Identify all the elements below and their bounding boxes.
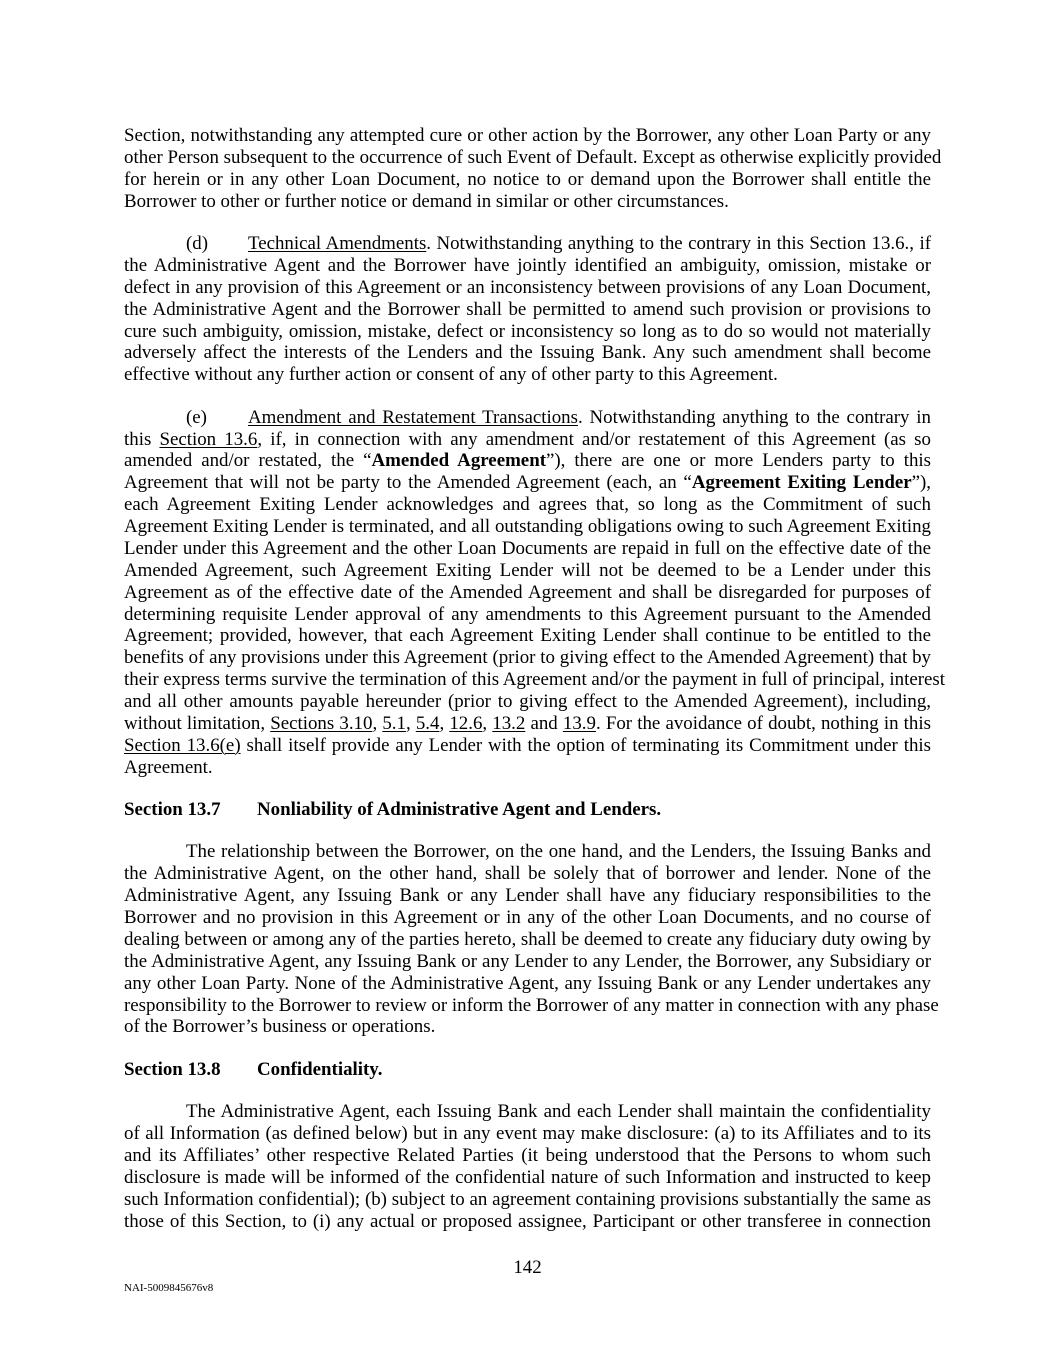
text-run: , if, in connection with any amendment and/or restatement of this Agreement (as so	[257, 428, 931, 450]
text-run: . For the avoidance of doubt, nothing in this	[595, 712, 931, 734]
text-run: Section, notwithstanding any attempted cure or other action by the Borrower, any other Loan Party or any	[124, 125, 931, 146]
text-line	[124, 951, 931, 973]
text-line	[124, 299, 931, 321]
text-run: amended and/or restated, the “	[124, 450, 372, 472]
text-line	[124, 973, 931, 995]
text-run: for herein or in any other Loan Document, no notice to or demand upon the Borrower shall entitle the	[124, 168, 931, 190]
text-run: Lender under this Agreement and the other Loan Documents are repaid in full on the effective date of the	[124, 537, 931, 559]
text-line	[124, 1123, 931, 1145]
text-run: without limitation,	[124, 712, 271, 734]
text-run: any other Loan Party. None of the Administrative Agent, any Issuing Bank or any Lender undertakes any	[124, 972, 931, 994]
text-line	[124, 929, 931, 951]
text-line	[124, 255, 931, 277]
section-13-7-heading	[124, 799, 931, 821]
subsection-e-amendment-and-restatement	[124, 406, 945, 779]
text-run: Administrative Agent, any Issuing Bank or any Lender shall have any fiduciary responsibilities to the	[124, 885, 931, 907]
text-run: ”),	[911, 472, 932, 494]
text-line	[124, 472, 931, 494]
text-run: the Administrative Agent and the Borrower have jointly identified an ambiguity, omission, mistake or	[124, 254, 931, 276]
defined-term: Agreement Exiting Lender	[691, 472, 912, 494]
text-line	[124, 364, 931, 386]
text-line	[124, 1211, 931, 1233]
text-run: determining requisite Lender approval of any amendments to this Agreement pursuant to the Amended	[124, 603, 931, 625]
text-line	[124, 538, 931, 560]
text-run: ,	[405, 712, 416, 734]
text-run: each Agreement Exiting Lender acknowledges and agrees that, so long as the Commitment of such	[124, 494, 931, 516]
text-run: this	[124, 428, 160, 450]
text-run: The Administrative Agent, each Issuing Bank and each Lender shall maintain the confidentiality	[186, 1101, 931, 1123]
text-run: responsibility to the Borrower to review or inform the Borrower of any matter in connection with any phase	[124, 994, 939, 1016]
text-line	[124, 994, 939, 1017]
section-title: Nonliability of Administrative Agent and Lenders.	[257, 799, 662, 820]
section-number: Section 13.7	[124, 799, 221, 820]
defined-term: Amended Agreement	[371, 450, 546, 472]
text-line	[124, 691, 931, 713]
text-run: Agreement; provided, however, that each Agreement Exiting Lender shall continue to be entitled to the	[124, 625, 931, 647]
text-run: shall itself provide any Lender with the option of terminating its Commitment under this	[240, 734, 931, 756]
cross-reference: 5.4	[415, 712, 440, 734]
subsection-label: (e)	[186, 406, 207, 428]
text-run: and	[525, 712, 563, 734]
cross-reference: 13.9	[562, 712, 596, 734]
text-run: Agreement as of the effective date of the Amended Agreement and shall be disregarded for purposes of	[124, 581, 931, 603]
subsection-label: (d)	[186, 233, 209, 254]
text-line	[124, 1167, 931, 1189]
cross-reference: Section 13.6	[159, 428, 258, 450]
document-id: NAI-5009845676v8	[124, 1282, 214, 1294]
text-run: Borrower to other or further notice or demand in similar or other circumstances.	[124, 190, 729, 212]
cross-reference: Section 13.6(e)	[124, 734, 241, 756]
text-line	[124, 669, 945, 691]
text-line	[124, 885, 931, 907]
text-run: ”), there are one or more Lenders party to this	[546, 450, 931, 472]
text-run: and all other amounts payable hereunder (prior to giving effect to the Amended Agreement), including,	[124, 691, 931, 712]
text-run: effective without any further action or consent of any of other party to this Agreement.	[124, 364, 778, 386]
text-line	[124, 1189, 931, 1211]
section-13-8-heading	[124, 1059, 931, 1081]
text-run: defect in any provision of this Agreement or an inconsistency between provisions of any Loan Document,	[124, 276, 931, 298]
text-run: those of this Section, to (i) any actual or proposed assignee, Participant or other transferee in connection	[124, 1210, 931, 1232]
text-run: ,	[482, 712, 493, 734]
text-run: the Administrative Agent, any Issuing Bank or any Lender to any Lender, the Borrower, any Subsidiary or	[124, 950, 931, 972]
text-line	[124, 191, 931, 213]
text-line	[124, 647, 931, 669]
text-line	[124, 429, 931, 451]
section-title: Confidentiality.	[257, 1058, 383, 1080]
text-line	[124, 1101, 931, 1123]
text-run: ,	[372, 712, 383, 734]
section-13-7-body	[124, 841, 939, 1038]
text-line	[124, 604, 931, 626]
text-run: benefits of any provisions under this Agreement (prior to giving effect to the Amended Agreement) that by	[124, 647, 931, 669]
text-line	[124, 1145, 931, 1167]
text-run: Borrower and no provision in this Agreement or in any of the other Loan Documents, and no course of	[124, 907, 931, 928]
text-line	[124, 169, 931, 191]
text-line	[124, 146, 942, 169]
text-line	[124, 907, 931, 929]
text-line	[124, 494, 931, 516]
text-run: the Administrative Agent and the Borrower shall be permitted to amend such provision or provisions to	[124, 298, 931, 320]
text-line	[124, 516, 931, 538]
text-run: dealing between or among any of the parties hereto, shall be deemed to create any fiduciary duty owing by	[124, 928, 931, 950]
cross-reference: Amendment and Restatement Transactions	[248, 406, 578, 428]
text-line	[124, 560, 931, 582]
text-run: Agreement that will not be party to the Amended Agreement (each, an “	[124, 472, 692, 494]
text-run: adversely affect the interests of the Lenders and the Issuing Bank. Any such amendment shall become	[124, 342, 931, 364]
text-run: Agreement.	[124, 756, 213, 778]
text-run: ,	[439, 712, 450, 734]
text-run: cure such ambiguity, omission, mistake, defect or inconsistency so long as to do so would not materially	[124, 320, 931, 342]
text-line	[124, 450, 931, 472]
cross-reference: 13.2	[492, 712, 526, 734]
text-run: the Administrative Agent, on the other hand, shall be solely that of borrower and lender. None of the	[124, 863, 931, 885]
text-run: Agreement Exiting Lender is terminated, and all outstanding obligations owing to such Agreement Exiting	[124, 516, 931, 537]
text-line	[124, 841, 931, 863]
subsection-d-technical-amendments	[124, 233, 931, 386]
document-body	[124, 125, 945, 1253]
text-line	[124, 582, 931, 604]
text-line	[124, 321, 931, 343]
text-run: such Information confidential); (b) subject to an agreement containing provisions substantially the same as	[124, 1188, 931, 1210]
section-number: Section 13.8	[124, 1058, 221, 1080]
text-line	[124, 277, 931, 299]
paragraph-continuation	[124, 125, 942, 213]
cross-reference: Technical Amendments	[248, 233, 427, 254]
text-line	[124, 233, 931, 255]
page-number: 142	[513, 1257, 542, 1278]
text-line	[124, 125, 931, 147]
text-run: of all Information (as defined below) but in any event may make disclosure: (a) to its Affiliates and to its	[124, 1123, 931, 1144]
text-run: and its Affiliates’ other respective Related Parties (it being understood that the Persons to whom such	[124, 1144, 931, 1166]
text-run: The relationship between the Borrower, on the one hand, and the Lenders, the Issuing Banks and	[186, 841, 931, 863]
text-line	[124, 625, 931, 647]
text-run: of the Borrower’s business or operations.	[124, 1016, 436, 1038]
text-line	[124, 757, 931, 779]
text-run: other Person subsequent to the occurrence of such Event of Default. Except as otherwise explicitly provided	[124, 146, 942, 168]
text-run: . Notwithstanding anything to the contrary in this Section 13.6., if	[426, 233, 931, 254]
text-run: Amended Agreement, such Agreement Exiting Lender will not be deemed to be a Lender under this	[124, 559, 931, 581]
text-line	[124, 342, 931, 364]
text-line	[124, 407, 931, 429]
text-line	[124, 735, 931, 757]
cross-reference: Sections 3.10	[270, 712, 373, 734]
text-run: . Notwithstanding anything to the contrary in	[577, 406, 931, 428]
section-13-8-body	[124, 1101, 931, 1232]
text-line	[124, 863, 931, 885]
cross-reference: 5.1	[382, 712, 406, 734]
text-run: their express terms survive the termination of this Agreement and/or the payment in full of principal, interest	[124, 669, 945, 691]
text-run: disclosure is made will be informed of the confidential nature of such Information and instructed to keep	[124, 1166, 931, 1188]
text-line	[124, 713, 931, 735]
text-line	[124, 1016, 931, 1038]
cross-reference: 12.6	[449, 712, 483, 734]
